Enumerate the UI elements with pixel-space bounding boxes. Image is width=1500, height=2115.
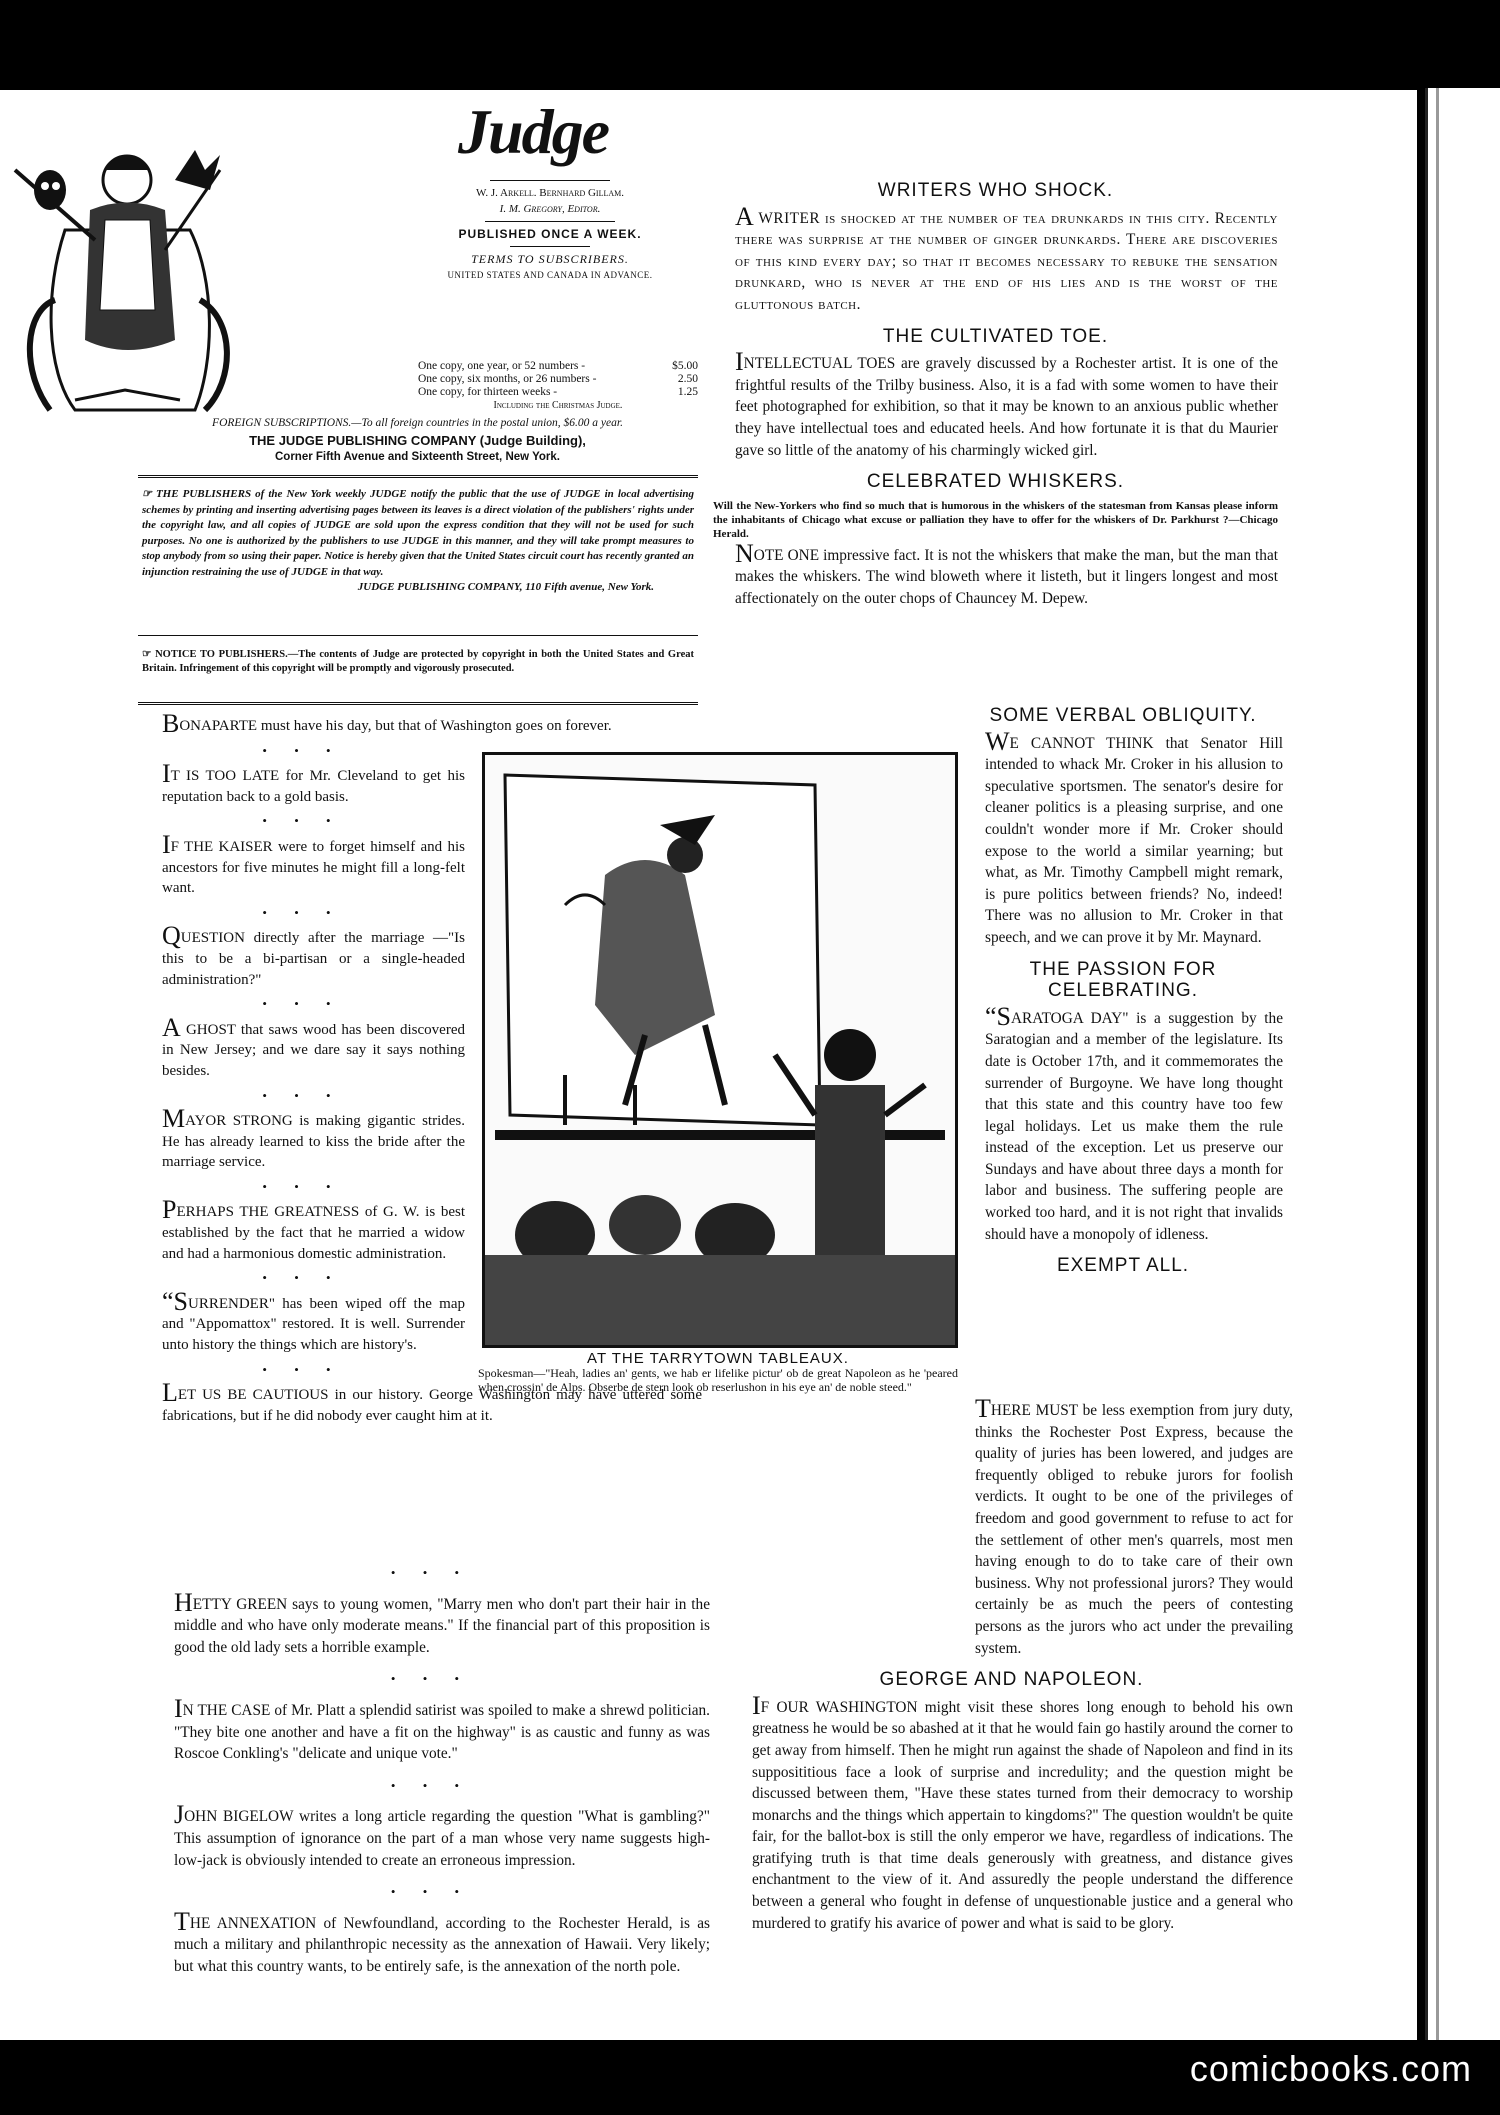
publishing-company: THE JUDGE PUBLISHING COMPANY (Judge Building),	[249, 433, 586, 448]
terms-subtitle: UNITED STATES AND CANADA IN ADVANCE.	[447, 270, 653, 280]
terms-note: Including the Christmas Judge.	[493, 400, 623, 411]
heading-exempt: EXEMPT ALL.	[1056, 1255, 1190, 1277]
lower-left-column: • • • HETTY GREEN says to young women, "Marry men who don't part their hair in the middle and who have only moderate means." If the financial part of this proposition is good the old lady sets a horrible example. • • • IN THE CASE of Mr. Platt a splendid satirist was spoiled to make a shrewd politician. "They bite one another and have a fit on the highway" is as caustic and funny as was Roscoe Conkling's "delicate and unique vote." • • • JOHN BIGELOW writes a long article regarding the question "What is gambling?" This assumption of ignorance on the part of a man whose very name suggests high-low-jack is obviously intended to create an erroneous impression. • • • THE ANNEXATION of Newfoundland, according to the Rochester Herald, is as much a military and philanthropic necessity as the annexation of Hawaii. Very likely; but what this country wants, to be entirely safe, is the annexation of the north pole.	[152, 1560, 710, 1982]
article-whiskers: NOTE ONE impressive fact. It is not the whiskers that make the man, but the man that makes the whiskers. The wind bloweth where it listeth, but it lingers longest and most affectionately on the outer chops of Chauncey M. Depew.	[735, 538, 1278, 607]
item-mayor: MAYOR STRONG is making gigantic strides. He has already learned to kiss the bride after the marriage service.	[162, 1104, 465, 1171]
right-lower-column	[730, 1394, 1293, 1938]
article-exempt: THERE MUST be less exemption from jury duty, thinks the Rochester Post Express, because the quality of juries has been lowered, and judges are frequently obliged to rebuke jurors for foolish verdicts. It ought to be one of the privileges of freedom and good government to refuse to act for the settlement of other men's quarrels, most men having enough to do to take care of their own business. Why not professional jurors? They would certainly be as much the peers of contesting persons as the jurors who act under the prevailing system.	[975, 1394, 1293, 1657]
copyright-notice: ☞ NOTICE TO PUBLISHERS.—The contents of Judge are protected by copyright in both the United States and Great Britain. Infringement of this copyright will be promptly and vigorously prosecuted.	[142, 649, 694, 674]
right-top-column	[713, 180, 1278, 614]
pointing-hand-icon: ☞	[142, 649, 156, 660]
item-kaiser: IF THE KAISER were to forget himself and his ancestors for five minutes he might fill a long-felt want.	[162, 829, 465, 897]
article-passion: “SARATOGA DAY" is a suggestion by the Saratogian and a member of the legislature. Its date is October 17th, and it commemorates the surrender of Burgoyne. We have long thought that this state and this country have too few legal holidays. Let us make them the rule instead of the exception. Let us preserve our Sundays and have about three days a month for labor and business. The suffering people are worked too hard, and it is not right that invalids should have a monopoly of idleness.	[985, 1001, 1283, 1243]
heading-obliquity: SOME VERBAL OBLIQUITY.	[989, 705, 1257, 726]
term-row: One copy, six months, or 26 numbers - 2.50	[418, 373, 698, 385]
foreign-subscriptions: FOREIGN SUBSCRIPTIONS.—To all foreign countries in the postal union, $6.00 a year. THE JUDGE PUBLISHING COMPANY (Judge Building), Corner Fifth Avenue and Sixteenth Street, New York.	[135, 415, 700, 466]
caption-text: Spokesman—"Heah, ladies an' gents, we hab er lifelike pictur' ob de great Napoleon as he 'peared when crossin' de Alps. Obserbe de stern look ob reserlushon in his eye an' de noble steed."	[478, 1366, 958, 1394]
item-question: QUESTION directly after the marriage —"Is this to be a bi-partisan or a single-headed administration?"	[162, 921, 465, 988]
adjacent-page-edge	[1425, 88, 1500, 2040]
publishers-notice: ☞ THE PUBLISHERS of the New York weekly JUDGE notify the public that the use of JUDGE in local advertising schemes by printing and inserting advertising pages between its leaves is a direct violation of the publishers' rights under the copyright law, and all copies of JUDGE are sold upon the express condition that they will not be used for such purposes. No one is authorized by the publishers to use JUDGE in this manner, and they will take prompt measures to stop anybody from so using their paper. Notice is hereby given that the United States circuit court has recently granted an injunction restraining the use of JUDGE in that way. JUDGE PUBLISHING COMPANY, 110 Fifth avenue, New York.	[142, 487, 694, 596]
item-hetty-green: HETTY GREEN says to young women, "Marry men who don't part their hair in the middle and who have only moderate means." If the financial part of this proposition is good the old lady sets a horrible example.	[174, 1587, 710, 1656]
editor-line: I. M. Gregory, Editor.	[499, 203, 601, 215]
item-cautious: LET US BE CAUTIOUS in our history. George Washington may have uttered some fabrications, but if he did nobody ever caught him at it.	[162, 1378, 702, 1424]
judge-logo: Judge	[458, 96, 608, 167]
right-mid-column	[963, 705, 1283, 1283]
divider	[138, 475, 698, 478]
heading-passion: THE PASSION FOR CELEBRATING.	[1029, 958, 1217, 1002]
article-writers: A WRITER is shocked at the number of tea drunkards in this city. Recently there was surprise at the number of ginger drunkards. There are discoveries of this kind every day; so that it becomes necessary to rebuke the sensation drunkard, who is never at the end of his lies and is the worst of the gluttonous batch.	[735, 201, 1278, 313]
subscription-terms	[418, 360, 698, 412]
judge-mascot-illustration	[5, 110, 245, 420]
divider	[138, 635, 698, 636]
proprietors-line: W. J. Arkell. Bernhard Gillam.	[475, 187, 625, 199]
term-row: One copy, one year, or 52 numbers - $5.00	[418, 360, 698, 372]
heading-toe: THE CULTIVATED TOE.	[882, 325, 1109, 347]
footer-brand[interactable]: comicbooks.com	[1189, 2048, 1472, 2089]
magazine-page	[0, 90, 1417, 2040]
masthead-info	[400, 180, 700, 283]
illustration-caption	[478, 1352, 958, 1394]
company-address: Corner Fifth Avenue and Sixteenth Street, New York.	[274, 451, 560, 463]
item-bigelow: JOHN BIGELOW writes a long article regarding the question "What is gambling?" This assumption of ignorance on the part of a man whose very name suggests high-low-jack is obviously intended to create an erroneous impression.	[174, 1800, 710, 1869]
publishers-notice-signature: JUDGE PUBLISHING COMPANY, 110 Fifth avenue, New York.	[357, 581, 654, 593]
item-bonaparte: BONAPARTE must have his day, but that of Washington goes on forever.	[162, 709, 612, 738]
item-greatness: PERHAPS THE GREATNESS of G. W. is best established by the fact that he married a widow and had a harmonious domestic administration.	[162, 1195, 465, 1262]
heading-whiskers: CELEBRATED WHISKERS.	[866, 471, 1125, 493]
published-weekly: PUBLISHED ONCE A WEEK.	[458, 227, 642, 241]
divider	[138, 702, 698, 705]
article-obliquity: WE CANNOT THINK that Senator Hill intended to whack Mr. Croker in his allusion to speculative sportsmen. The senator's desire for cleaner politics is a pleasing surprise, and one couldn't wonder more if Mr. Croker should expose to the world a similar yearning; but what, as Mr. Timothy Campbell might remark, is pure politics between friends? No, indeed! There was no allusion to Mr. Croker in that speech, and we can prove it by Mr. Maynard.	[985, 726, 1283, 946]
caption-title: AT THE TARRYTOWN TABLEAUX.	[587, 1350, 849, 1367]
tarrytown-tableaux-illustration	[482, 752, 958, 1348]
heading-writers: WRITERS WHO SHOCK.	[877, 180, 1114, 201]
whiskers-quote: Will the New-Yorkers who find so much that is humorous in the whiskers of the statesman from Kansas please inform the inhabitants of Chicago what excuse or palliation they have to offer for the whiskers of Dr. Parkhurst ?—Chicago Herald.	[713, 499, 1278, 540]
item-ghost: A GHOST that saws wood has been discovered in New Jersey; and we dare say it says nothing besides.	[162, 1012, 465, 1079]
term-row: One copy, for thirteen weeks - 1.25	[418, 386, 698, 398]
terms-title: TERMS TO SUBSCRIBERS.	[471, 252, 629, 266]
item-surrender: “SURRENDER" has been wiped off the map and "Appomattox" restored. It is well. Surrender unto history the things which are history's.	[162, 1286, 465, 1354]
item-cleveland: IT IS TOO LATE for Mr. Cleveland to get his reputation back to a gold basis.	[162, 759, 465, 805]
item-annexation: THE ANNEXATION of Newfoundland, according to the Rochester Herald, is as much a military and philanthropic necessity as the annexation of Hawaii. Very likely; but what this country wants, to be entirely safe, is the annexation of the north pole.	[174, 1906, 710, 1975]
article-george: IF OUR WASHINGTON might visit these shores long enough to behold his own greatness he would be so abashed at it that he would fain go hastily around the corner to get away from himself. Then he might run against the shade of Napoleon and find in its supposititious face a look of surprise and incredulity; and the question might be discussed between them, "Have these states turned from their democracy to worship monarchs and the things which appertain to kingdoms?" The question wouldn't be quite fair, for the ballot-box is still the only emperor we have, regardless of indications. The gratifying truth is that time deals generously with greatness, and distance gives enchantment to the view of it. And assuredly the people understand the difference between a general who fought in defense of unquestionable justice and a general who murdered to gratify his avarice of power and what is said to be glory.	[752, 1690, 1293, 1932]
article-toe: INTELLECTUAL TOES are gravely discussed by a Rochester artist. It is one of the frightful results of the Trilby business. Also, it is a fad with some women to have their feet photographed for exhibition, so that it may be known to an anxious public whether they have intellectual toes and educated heels. And how fortunate it is that du Maurier gave so little of the anatomy of his charmingly wicked girl.	[735, 347, 1278, 459]
pointing-hand-icon: ☞	[142, 488, 156, 500]
item-platt: IN THE CASE of Mr. Platt a splendid satirist was spoiled to make a shrewd politician. "They bite one another and have a fit on the highway" is as caustic and funny as was Roscoe Conkling's "delicate and unique vote."	[174, 1693, 710, 1763]
heading-george: GEORGE AND NAPOLEON.	[879, 1669, 1144, 1691]
left-column: BONAPARTE must have his day, but that of Washington goes on forever. • • • IT IS TOO LATE for Mr. Cleveland to get his reputation back to a gold basis. • • • IF THE KAISER were to forget himself and his ancestors for five minutes he might fill a long-felt want. • • • QUESTION directly after the marriage —"Is this to be a bi-partisan or a single-headed administration?" • • • A GHOST that saws wood has been discovered in New Jersey; and we dare say it says nothing besides. • • • MAYOR STRONG is making gigantic strides. He has already learned to kiss the bride after the marriage service. • • • PERHAPS THE GREATNESS of G. W. is best established by the fact that he married a widow and had a harmonious domestic administration. • • • “SURRENDER" has been wiped off the map and "Appomattox" restored. It is well. Surrender unto history the things which are history's. • • • LET US BE CAUTIOUS in our history. George Washington may have uttered some fabrications, but if he did nobody ever caught him at it.	[140, 715, 465, 1430]
